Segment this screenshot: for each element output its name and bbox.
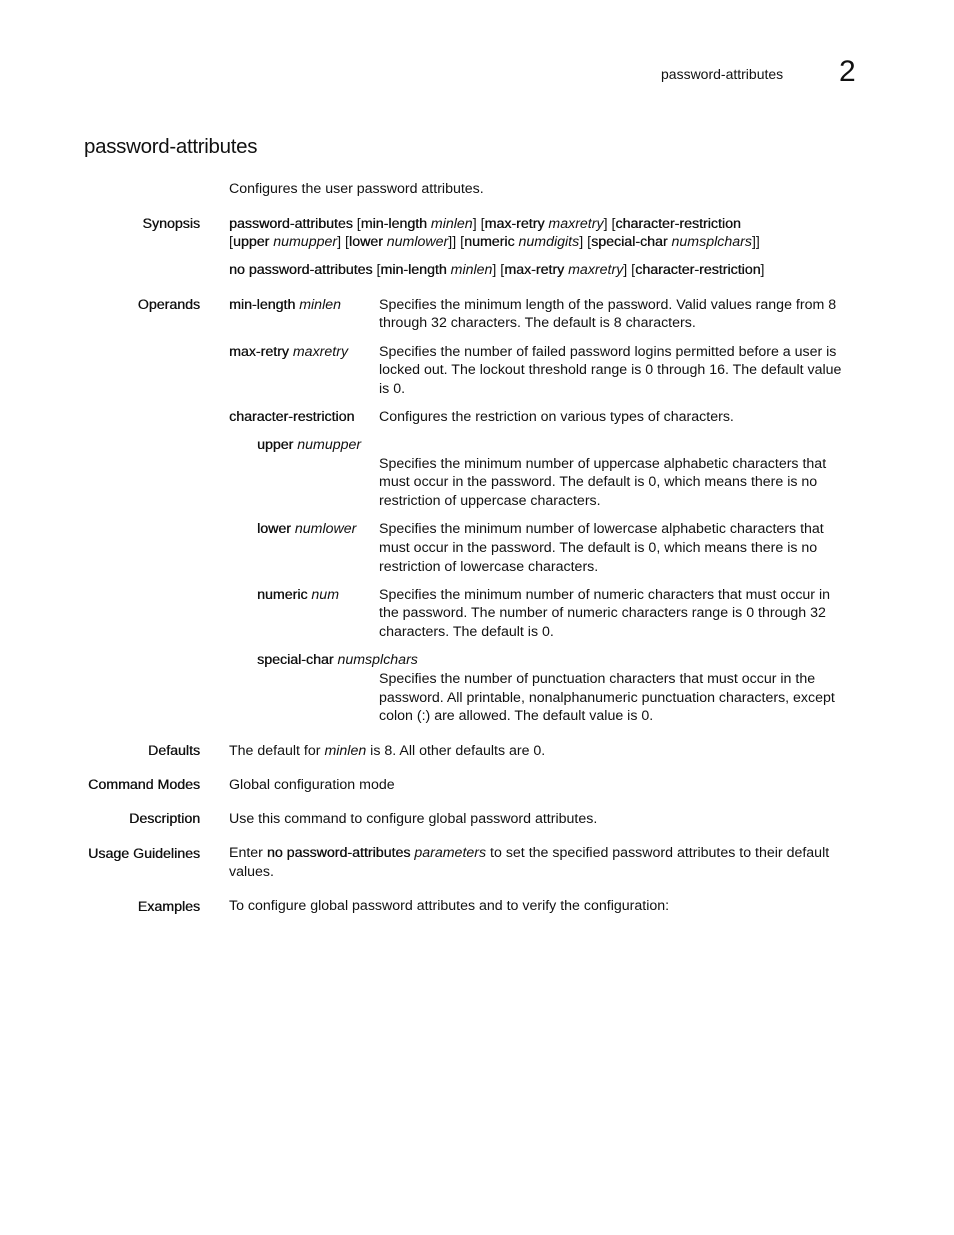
operand-character-restriction: character-restriction [229, 409, 355, 425]
page-title: password-attributes [84, 135, 258, 158]
operand-special-char: special-char numsplchars [257, 652, 418, 668]
synopsis-line-3: no password-attributes [min-length minlen] [max-retry maxretry] [character-restriction] [229, 262, 765, 278]
operand-special-char-desc-2: password. All printable, nonalphanumeric punctuation characters, except [379, 690, 835, 706]
operand-upper: upper numupper [257, 437, 362, 453]
operand-min-length-desc-2: through 32 characters. The default is 8 characters. [379, 315, 696, 331]
description-label: Description [129, 811, 200, 827]
synopsis-line-2: [upper numupper] [lower numlower]] [numeric numdigits] [special-char numsplchars]] [229, 234, 760, 250]
running-header-title: password-attributes [661, 66, 784, 82]
operand-min-length-desc-1: Specifies the minimum length of the password. Valid values range from 8 [379, 297, 837, 313]
usage-guidelines-line-1: Enter no password-attributes parameters to set the specified password attributes to their default [229, 845, 830, 861]
operand-lower-desc-1: Specifies the minimum number of lowercase alphabetic characters that [379, 521, 824, 537]
operand-max-retry-desc-1: Specifies the number of failed password logins permitted before a user is [379, 344, 837, 360]
operand-lower: lower numlower [257, 521, 357, 537]
operand-upper-desc-3: restriction of uppercase characters. [379, 493, 601, 509]
operand-numeric-desc-3: characters. The default is 0. [379, 624, 554, 640]
usage-guidelines-line-2: values. [229, 864, 274, 880]
operand-character-restriction-desc: Configures the restriction on various types of characters. [379, 409, 734, 425]
command-modes-text: Global configuration mode [229, 777, 395, 793]
operand-upper-desc-2: must occur in the password. The default is 0, which means there is no [379, 474, 818, 490]
operand-lower-desc-3: restriction of lowercase characters. [379, 559, 599, 575]
chapter-number: 2 [839, 55, 856, 88]
operand-special-char-desc-3: colon (:) are allowed. The default value is 0. [379, 708, 654, 724]
description-text: Use this command to configure global password attributes. [229, 811, 598, 827]
synopsis-label: Synopsis [142, 216, 200, 232]
operand-min-length: min-length minlen [229, 297, 341, 313]
operand-numeric-desc-2: the password. The number of numeric characters range is 0 through 32 [379, 605, 826, 621]
examples-label: Examples [137, 899, 200, 915]
intro-text: Configures the user password attributes. [229, 181, 484, 197]
defaults-text: The default for minlen is 8. All other defaults are 0. [229, 743, 546, 759]
operands-label: Operands [137, 297, 200, 313]
operand-max-retry: max-retry maxretry [229, 344, 349, 360]
defaults-label: Defaults [147, 743, 200, 759]
operand-special-char-desc-1: Specifies the number of punctuation characters that must occur in the [379, 671, 816, 687]
operand-numeric-desc-1: Specifies the minimum number of numeric characters that must occur in [379, 587, 831, 603]
operand-lower-desc-2: must occur in the password. The default is 0, which means there is no [379, 540, 818, 556]
operand-numeric: numeric num [257, 587, 340, 603]
synopsis-line-1: password-attributes [min-length minlen] [max-retry maxretry] [character-restriction [229, 216, 741, 232]
command-modes-label: Command Modes [88, 777, 200, 793]
usage-guidelines-label: Usage Guidelines [88, 846, 200, 862]
operand-upper-desc-1: Specifies the minimum number of uppercase alphabetic characters that [379, 456, 827, 472]
examples-text: To configure global password attributes and to verify the configuration: [229, 898, 670, 914]
operand-max-retry-desc-3: is 0. [379, 381, 406, 397]
operand-max-retry-desc-2: locked out. The lockout threshold range is 0 through 16. The default value [379, 362, 842, 378]
